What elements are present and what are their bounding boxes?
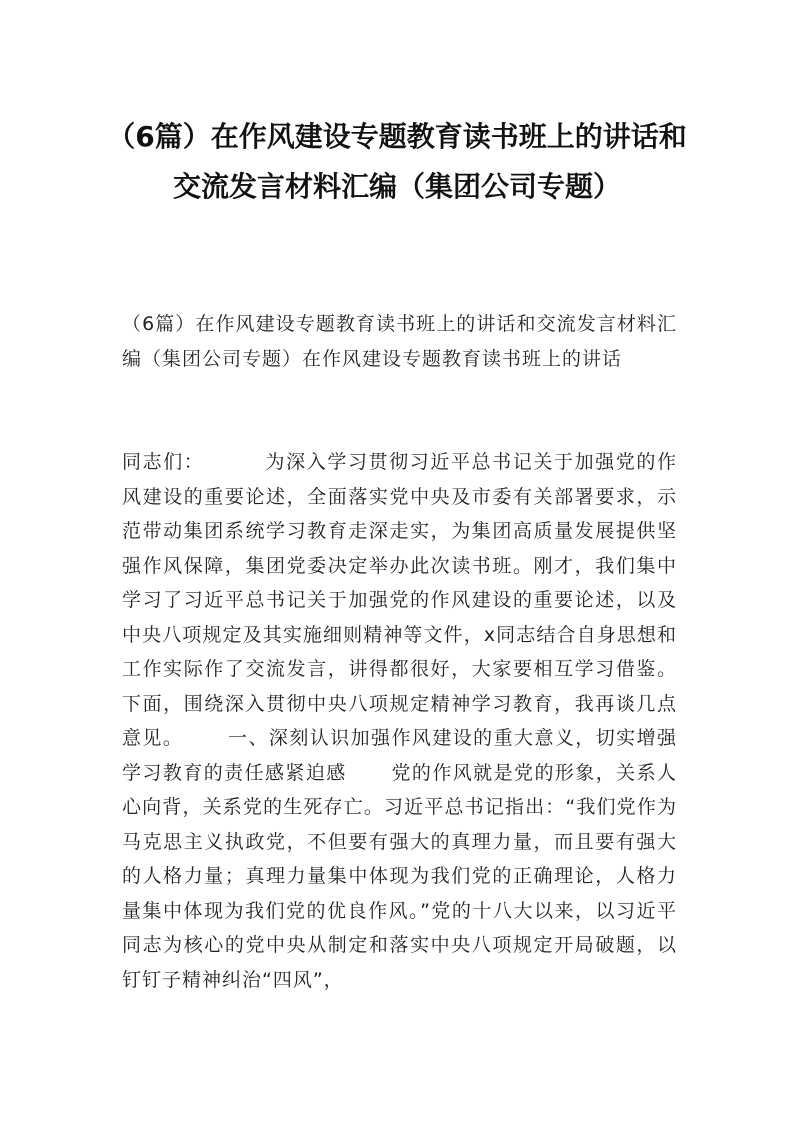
paragraph-heading-line: （6篇）在作风建设专题教育读书班上的讲话和交流发言材料汇编（集团公司专题）在作风建设专题教育读书班上的讲话	[122, 313, 677, 370]
document-title: （6篇）在作风建设专题教育读书班上的讲话和交流发言材料汇编（集团公司专题）	[107, 120, 687, 203]
document-body	[122, 238, 677, 1066]
paragraph-speech: 同志们： 为深入学习贯彻习近平总书记关于加强党的作风建设的重要论述，全面落实党中央及市委有关部署要求，示范带动集团系统学习教育走深走实，为集团高质量发展提供坚强作风保障，集团党委决定举办此次读书班。刚才，我们集中学习了习近平总书记关于加强党的作风建设的重要论述，以及中央八项规定及其实施细则精神等文件，x同志结合自身思想和工作实际作了交流发言，讲得都很好，大家要相互学习借鉴。下面，围绕深入贯彻中央八项规定精神学习教育，我再谈几点意见。 一、深刻认识加强作风建设的重大意义，切实增强学习教育的责任感紧迫感 党的作风就是党的形象，关系人心向背，关系党的生死存亡。习近平总书记指出：“我们党作为马克思主义执政党，不但要有强大的真理力量，而且要有强大的人格力量；真理力量集中体现为我们党的正确理论，人格力量集中体现为我们党的优良作风。”党的十八大以来，以习近平同志为核心的党中央从制定和落实中央八项规定开局破题，以钉钉子精神纠治“四风”，	[122, 451, 677, 991]
